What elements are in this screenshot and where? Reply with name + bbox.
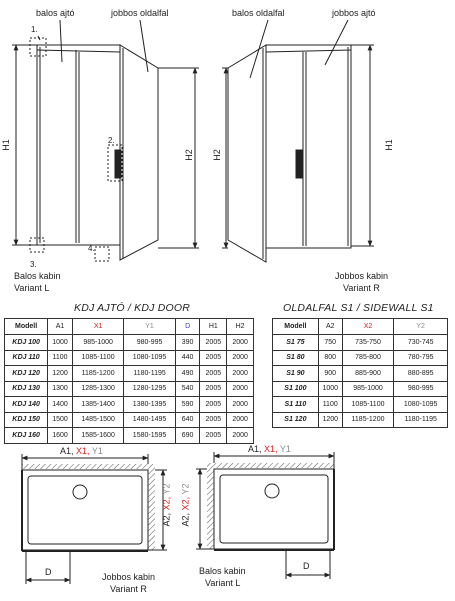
leader-door-right bbox=[325, 20, 348, 65]
s1-table-cell: 885-900 bbox=[342, 366, 394, 382]
s1-table-cell: 1185-1200 bbox=[342, 412, 394, 428]
s1-table-row bbox=[273, 412, 448, 428]
s1-table-row bbox=[273, 381, 448, 397]
kdj-table-cell: KDJ 100 bbox=[5, 335, 48, 351]
h1-label-right: H1 bbox=[383, 139, 394, 151]
tray-inner-right bbox=[28, 476, 142, 544]
kdj-table-cell: 1580-1595 bbox=[124, 428, 175, 444]
tray-inner-left bbox=[220, 475, 328, 543]
kdj-table-cell: 1285-1300 bbox=[72, 381, 123, 397]
s1-table-cell: S1 75 bbox=[273, 335, 319, 351]
s1-table-cell: 785-800 bbox=[342, 350, 394, 366]
caption-right-line1: Jobbos kabin bbox=[335, 271, 389, 281]
kdj-col-a1: A1 bbox=[48, 319, 73, 335]
caption-plan-l-line1: Balos kabin bbox=[199, 566, 246, 576]
kdj-table-cell: KDJ 120 bbox=[5, 366, 48, 382]
handle-right bbox=[296, 150, 302, 178]
s1-table-cell: 800 bbox=[318, 350, 342, 366]
kdj-table-cell: 2005 bbox=[200, 428, 227, 444]
kdj-col-h2: H2 bbox=[227, 319, 254, 335]
kdj-table-cell: 1385-1400 bbox=[72, 397, 123, 413]
caption-plan-l-line2: Variant L bbox=[205, 578, 241, 588]
callout-box-1 bbox=[30, 38, 46, 56]
kdj-table-cell: 690 bbox=[175, 428, 200, 444]
kdj-table-row bbox=[5, 366, 254, 382]
leader-wall-left bbox=[140, 20, 148, 72]
kdj-table-cell: 1200 bbox=[48, 366, 73, 382]
plan-l-a2-label bbox=[180, 484, 190, 527]
plan-r-a1-label bbox=[60, 446, 103, 456]
label-right-door-r: jobbos ajtó bbox=[332, 8, 376, 18]
kdj-col-y1: Y1 bbox=[124, 319, 175, 335]
s1-table-cell: S1 90 bbox=[273, 366, 319, 382]
s1-table-row bbox=[273, 335, 448, 351]
s1-table-title: OLDALFAL S1 / SIDEWALL S1 bbox=[283, 302, 434, 314]
plan-r-x2: X2, bbox=[161, 496, 172, 511]
kdj-table-cell: 440 bbox=[175, 350, 200, 366]
kdj-table-cell: 1400 bbox=[48, 397, 73, 413]
kdj-table-row bbox=[5, 412, 254, 428]
callout-box-4 bbox=[95, 247, 109, 261]
kdj-col-d: D bbox=[175, 319, 200, 335]
s1-table-cell: 1080-1095 bbox=[394, 397, 448, 413]
s1-table-row bbox=[273, 366, 448, 382]
wall-hatch-top bbox=[22, 464, 148, 469]
kdj-table-cell: 1300 bbox=[48, 381, 73, 397]
callout-1-label: 1. bbox=[31, 25, 38, 34]
side-wall-left bbox=[120, 45, 158, 260]
kdj-table-cell: 2005 bbox=[200, 381, 227, 397]
tray-outer-right bbox=[22, 470, 148, 550]
kdj-table-row bbox=[5, 428, 254, 444]
wall-hatch-side-l bbox=[207, 463, 214, 549]
wall-hatch-top-l bbox=[214, 463, 334, 468]
kdj-table-cell: 590 bbox=[175, 397, 200, 413]
plan-left-cabin bbox=[196, 452, 334, 579]
kdj-table-cell: 980-995 bbox=[124, 335, 175, 351]
handle-left bbox=[115, 150, 121, 178]
kdj-table-cell: 640 bbox=[175, 412, 200, 428]
s1-table-cell: S1 110 bbox=[273, 397, 319, 413]
s1-table-cell: S1 100 bbox=[273, 381, 319, 397]
caption-left-line1: Balos kabin bbox=[14, 271, 61, 281]
s1-table-row bbox=[273, 397, 448, 413]
kdj-table-cell: KDJ 110 bbox=[5, 350, 48, 366]
kdj-table-cell: 1600 bbox=[48, 428, 73, 444]
plan-right-cabin bbox=[22, 454, 167, 584]
kdj-col-x1: X1 bbox=[72, 319, 123, 335]
s1-table-cell: S1 120 bbox=[273, 412, 319, 428]
kdj-table-row bbox=[5, 381, 254, 397]
kdj-table-cell: 1180-1195 bbox=[124, 366, 175, 382]
elevation-right-cabin bbox=[196, 20, 374, 262]
callout-2-label: 2. bbox=[108, 136, 115, 145]
kdj-table-cell: 1000 bbox=[48, 335, 73, 351]
label-left-door: balos ajtó bbox=[36, 8, 75, 18]
wall-hatch-side bbox=[148, 464, 155, 550]
kdj-table-row bbox=[5, 335, 254, 351]
s1-table-row bbox=[273, 350, 448, 366]
callout-4-label: 4. bbox=[88, 244, 95, 253]
s1-table-cell: 1180-1195 bbox=[394, 412, 448, 428]
plan-r-d-label: D bbox=[45, 567, 52, 577]
s1-table-cell: 780-795 bbox=[394, 350, 448, 366]
kdj-table-cell: 2005 bbox=[200, 412, 227, 428]
s1-table-cell: S1 80 bbox=[273, 350, 319, 366]
side-wall-right bbox=[228, 45, 266, 262]
s1-table-cell: 730-745 bbox=[394, 335, 448, 351]
s1-col-x2: X2 bbox=[342, 319, 394, 335]
kdj-table bbox=[4, 318, 254, 444]
kdj-table-cell: 1480-1495 bbox=[124, 412, 175, 428]
caption-left-line2: Variant L bbox=[14, 283, 50, 293]
kdj-table-cell: 2000 bbox=[227, 350, 254, 366]
plan-r-x1: X1, bbox=[76, 446, 90, 456]
s1-table-cell: 1085-1100 bbox=[342, 397, 394, 413]
kdj-table-cell: 540 bbox=[175, 381, 200, 397]
h2-label-right: H2 bbox=[211, 149, 222, 161]
s1-table-cell: 1000 bbox=[318, 381, 342, 397]
kdj-col-modell: Modell bbox=[5, 319, 48, 335]
kdj-table-cell: 2000 bbox=[227, 335, 254, 351]
tray-outer-left bbox=[214, 469, 334, 549]
kdj-table-cell: 1185-1200 bbox=[72, 366, 123, 382]
leader-door-left bbox=[60, 20, 62, 62]
elevation-left-cabin bbox=[12, 20, 199, 261]
s1-table-cell: 900 bbox=[318, 366, 342, 382]
plan-r-y1: Y1 bbox=[91, 446, 103, 456]
kdj-table-cell: 1080-1095 bbox=[124, 350, 175, 366]
kdj-col-h1: H1 bbox=[200, 319, 227, 335]
kdj-table-cell: 1380-1395 bbox=[124, 397, 175, 413]
kdj-table-cell: 2005 bbox=[200, 397, 227, 413]
plan-l-x1: X1, bbox=[264, 444, 278, 454]
plan-l-y2: Y2 bbox=[180, 483, 191, 495]
kdj-table-cell: 2005 bbox=[200, 366, 227, 382]
kdj-table-row bbox=[5, 397, 254, 413]
door-top-rail bbox=[37, 50, 120, 52]
s1-table-cell: 735-750 bbox=[342, 335, 394, 351]
kdj-table-cell: KDJ 140 bbox=[5, 397, 48, 413]
s1-table bbox=[272, 318, 448, 428]
drain-left bbox=[265, 484, 279, 498]
plan-l-a2: A2, bbox=[180, 512, 191, 527]
kdj-header-row bbox=[5, 319, 254, 335]
s1-table-cell: 985-1000 bbox=[342, 381, 394, 397]
s1-table-cell: 980-995 bbox=[394, 381, 448, 397]
caption-right-line2: Variant R bbox=[343, 283, 380, 293]
kdj-table-cell: 2005 bbox=[200, 350, 227, 366]
kdj-table-cell: 1500 bbox=[48, 412, 73, 428]
drain-right bbox=[73, 485, 87, 499]
kdj-table-cell: 2000 bbox=[227, 428, 254, 444]
door-top-rail-right bbox=[266, 50, 351, 52]
kdj-table-cell: 1085-1100 bbox=[72, 350, 123, 366]
label-left-wall-r: balos oldalfal bbox=[232, 8, 285, 18]
s1-table-cell: 1100 bbox=[318, 397, 342, 413]
plan-r-a2: A2, bbox=[161, 512, 172, 527]
s1-header-row bbox=[273, 319, 448, 335]
kdj-table-cell: 2000 bbox=[227, 412, 254, 428]
kdj-table-title: KDJ AJTÓ / KDJ DOOR bbox=[74, 302, 191, 314]
s1-col-y2: Y2 bbox=[394, 319, 448, 335]
s1-table-cell: 1200 bbox=[318, 412, 342, 428]
leader-wall-right bbox=[250, 20, 268, 78]
kdj-table-cell: 1485-1500 bbox=[72, 412, 123, 428]
door-frame-right bbox=[266, 45, 351, 248]
s1-col-a2: A2 bbox=[318, 319, 342, 335]
kdj-table-cell: KDJ 150 bbox=[5, 412, 48, 428]
kdj-table-cell: 2000 bbox=[227, 366, 254, 382]
h1-label-left: H1 bbox=[0, 139, 11, 151]
plan-l-x2: X2, bbox=[180, 496, 191, 511]
h2-label-left: H2 bbox=[183, 149, 194, 161]
kdj-table-cell: 2000 bbox=[227, 381, 254, 397]
plan-l-d-label: D bbox=[303, 561, 310, 571]
callout-3-label: 3. bbox=[30, 260, 37, 269]
kdj-table-cell: KDJ 160 bbox=[5, 428, 48, 444]
kdj-table-cell: 2005 bbox=[200, 335, 227, 351]
s1-table-cell: 880-895 bbox=[394, 366, 448, 382]
plan-r-y2: Y2 bbox=[161, 483, 172, 495]
s1-table-cell: 750 bbox=[318, 335, 342, 351]
kdj-table-cell: 985-1000 bbox=[72, 335, 123, 351]
kdj-table-row bbox=[5, 350, 254, 366]
kdj-table-cell: 490 bbox=[175, 366, 200, 382]
plan-l-a1: A1, bbox=[248, 444, 262, 454]
s1-col-modell: Modell bbox=[273, 319, 319, 335]
kdj-table-cell: 1585-1600 bbox=[72, 428, 123, 444]
plan-l-y1: Y1 bbox=[279, 444, 291, 454]
kdj-table-cell: KDJ 130 bbox=[5, 381, 48, 397]
kdj-table-cell: 390 bbox=[175, 335, 200, 351]
kdj-table-cell: 2000 bbox=[227, 397, 254, 413]
caption-plan-r-line2: Variant R bbox=[110, 584, 147, 594]
plan-l-a1-label bbox=[248, 444, 291, 454]
caption-plan-r-line1: Jobbos kabin bbox=[102, 572, 156, 582]
kdj-table-cell: 1280-1295 bbox=[124, 381, 175, 397]
plan-r-a2-label bbox=[161, 484, 171, 527]
plan-r-a1: A1, bbox=[60, 446, 74, 456]
label-right-wall: jobbos oldalfal bbox=[111, 8, 169, 18]
kdj-table-cell: 1100 bbox=[48, 350, 73, 366]
